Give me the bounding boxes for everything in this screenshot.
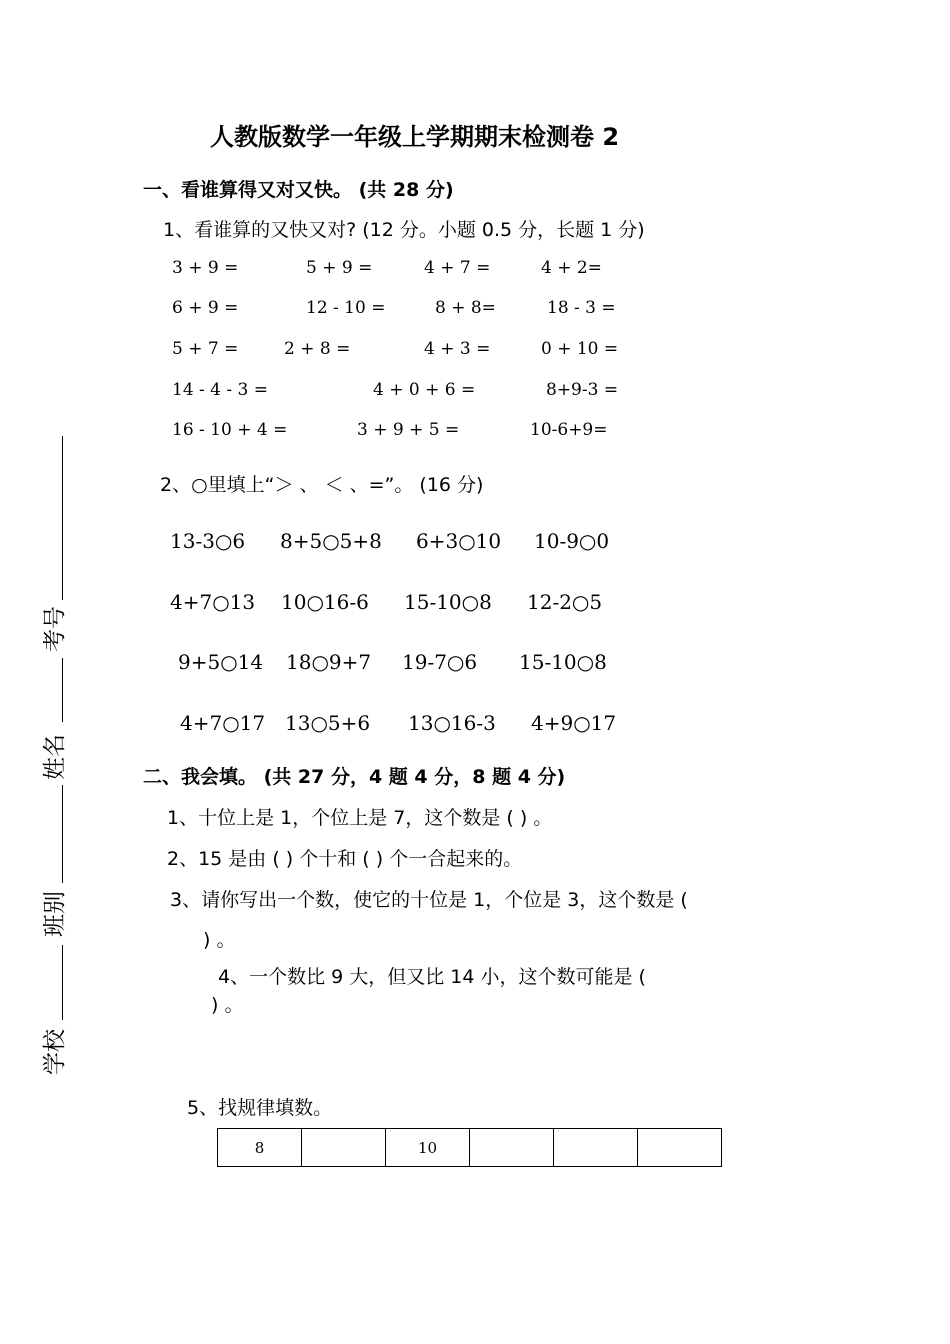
exercise[interactable]: 4 + 3 =: [424, 339, 491, 359]
comparison[interactable]: 13○16-3: [408, 711, 496, 735]
comparison[interactable]: 6+3○10: [416, 529, 502, 553]
section-2-heading: 二、我会填。 (共 27 分，4 题 4 分，8 题 4 分): [143, 766, 566, 788]
comparison[interactable]: 15-10○8: [404, 590, 492, 614]
blank-exam-no[interactable]: [62, 436, 63, 600]
sequence-cell[interactable]: 10: [386, 1129, 470, 1167]
blank-school[interactable]: [62, 945, 63, 1020]
comparison[interactable]: 13○5+6: [285, 711, 371, 735]
comparison[interactable]: 12-2○5: [527, 590, 603, 614]
exercise[interactable]: 3 + 9 =: [172, 258, 239, 278]
sequence-cell[interactable]: [638, 1129, 722, 1167]
label-name: 姓名: [42, 734, 68, 780]
exercise[interactable]: 18 - 3 =: [547, 298, 616, 318]
exercise[interactable]: 3 + 9 + 5 =: [357, 420, 460, 440]
exercise[interactable]: 4 + 7 =: [424, 258, 491, 278]
comparison[interactable]: 13-3○6: [170, 529, 246, 553]
comparison[interactable]: 8+5○5+8: [280, 529, 382, 553]
section-1-heading: 一、看谁算得又对又快。 (共 28 分): [143, 179, 454, 201]
comparison[interactable]: 9+5○14: [178, 650, 264, 674]
comparison[interactable]: 10-9○0: [534, 529, 610, 553]
section-1-q2-label: 2、○里填上“＞ 、 ＜ 、=”。 (16 分): [160, 474, 484, 496]
comparison[interactable]: 10○16-6: [281, 590, 369, 614]
page-title: 人教版数学一年级上学期期末检测卷 2: [210, 123, 620, 151]
exercise[interactable]: 8+9-3 =: [546, 380, 619, 400]
comparison[interactable]: 4+9○17: [531, 711, 617, 735]
section-2-q4[interactable]: 4、一个数比 9 大，但又比 14 小，这个数可能是 (: [218, 966, 646, 988]
sequence-table: [217, 1128, 722, 1167]
exercise[interactable]: 4 + 2=: [541, 258, 602, 278]
exercise[interactable]: 6 + 9 =: [172, 298, 239, 318]
sequence-cell[interactable]: [470, 1129, 554, 1167]
blank-class[interactable]: [62, 785, 63, 883]
exercise[interactable]: 0 + 10 =: [541, 339, 619, 359]
exercise[interactable]: 5 + 7 =: [172, 339, 239, 359]
exercise[interactable]: 2 + 8 =: [284, 339, 351, 359]
exercise[interactable]: 16 - 10 + 4 =: [172, 420, 288, 440]
section-2-q1[interactable]: 1、十位上是 1，个位上是 7，这个数是 ( ) 。: [167, 807, 553, 829]
comparison[interactable]: 4+7○13: [170, 590, 256, 614]
comparison[interactable]: 4+7○17: [180, 711, 266, 735]
exercise[interactable]: 5 + 9 =: [306, 258, 373, 278]
sequence-cell[interactable]: 8: [218, 1129, 302, 1167]
section-1-q1-label: 1、看谁算的又快又对? (12 分。小题 0.5 分，长题 1 分): [163, 219, 645, 241]
label-exam-no: 考号: [42, 606, 68, 652]
exercise[interactable]: 8 + 8=: [435, 298, 496, 318]
label-class: 班别: [42, 891, 68, 937]
sequence-cell[interactable]: [554, 1129, 638, 1167]
section-2-q2[interactable]: 2、15 是由 ( ) 个十和 ( ) 个一合起来的。: [167, 848, 523, 870]
section-2-q3-cont[interactable]: ) 。: [203, 929, 236, 951]
section-2-q4-cont[interactable]: ) 。: [211, 994, 244, 1016]
exercise[interactable]: 10-6+9=: [530, 420, 608, 440]
exercise[interactable]: 4 + 0 + 6 =: [373, 380, 476, 400]
comparison[interactable]: 15-10○8: [519, 650, 607, 674]
sequence-cell[interactable]: [302, 1129, 386, 1167]
label-school: 学校: [42, 1029, 68, 1075]
comparison[interactable]: 19-7○6: [402, 650, 478, 674]
comparison[interactable]: 18○9+7: [286, 650, 372, 674]
exercise[interactable]: 12 - 10 =: [306, 298, 386, 318]
blank-name[interactable]: [62, 658, 63, 722]
exercise[interactable]: 14 - 4 - 3 =: [172, 380, 269, 400]
section-2-q5-label: 5、找规律填数。: [187, 1097, 333, 1119]
section-2-q3[interactable]: 3、请你写出一个数，使它的十位是 1，个位是 3，这个数是 (: [170, 889, 688, 911]
